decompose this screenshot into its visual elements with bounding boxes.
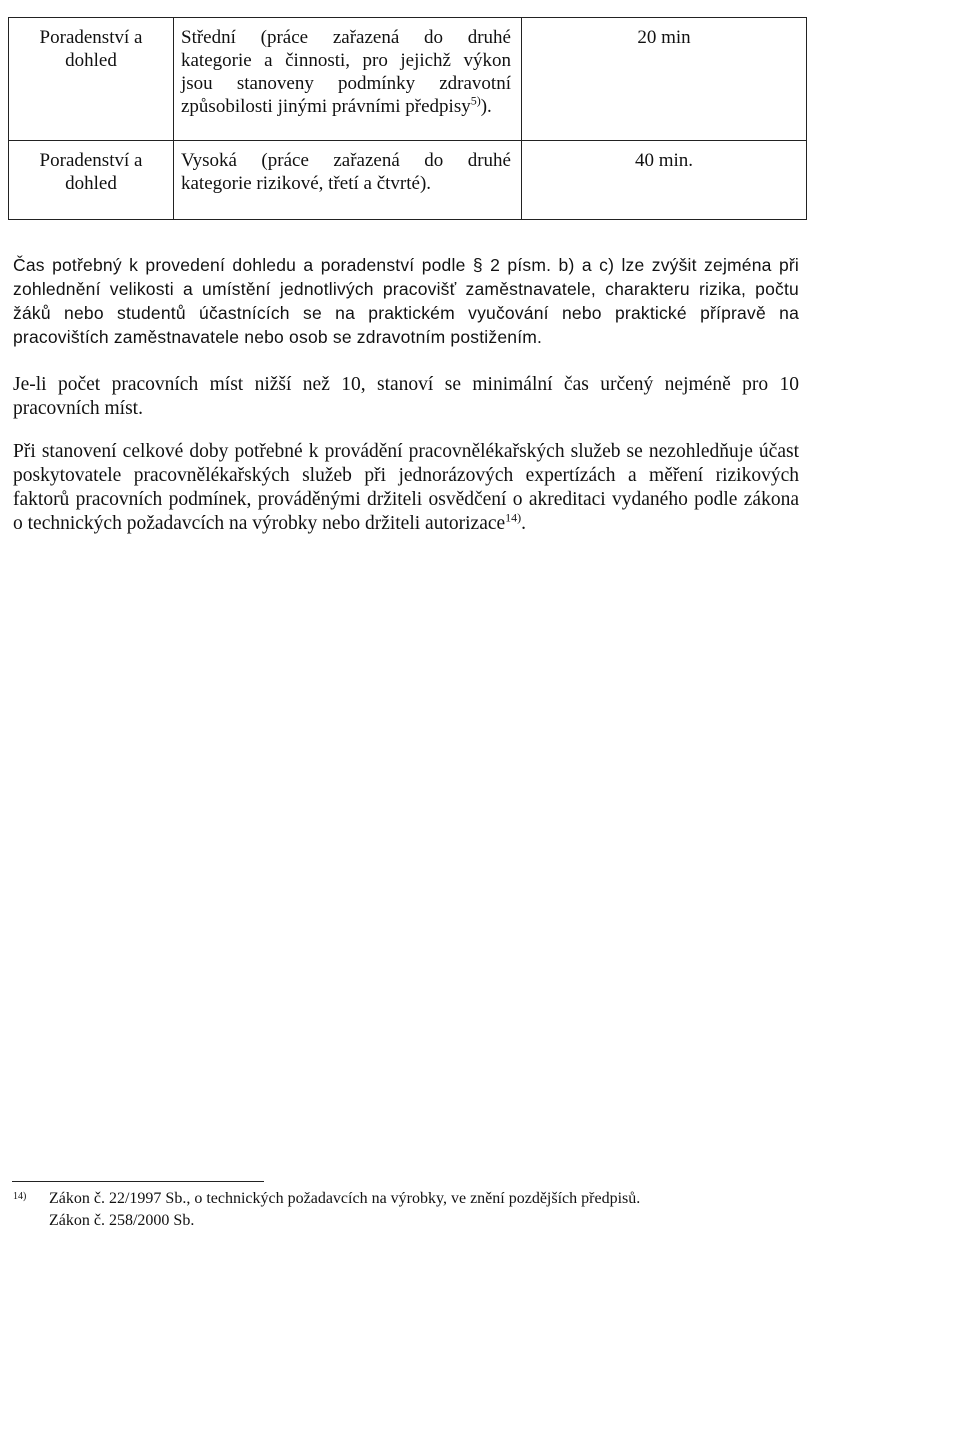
time-value: 20 min xyxy=(637,27,691,48)
activity-line: Poradenství a xyxy=(39,27,143,48)
footnote-line: Zákon č. 258/2000 Sb. xyxy=(49,1212,195,1229)
paragraph-text: Při stanovení celkové doby potřebné k provádění pracovnělékařských služeb se nezohledňuje účast poskytovatele pracovnělékařských služeb při jednorázových expertízách a měření rizikových faktorů pracovních podmínek, prováděnými držiteli osvědčení o akreditaci vydaného podle zákona o technických požadavcích na výrobky nebo držiteli autorizace xyxy=(13,441,799,534)
category-line-end: ). xyxy=(480,96,492,117)
activity-cell xyxy=(9,141,174,220)
category-line: jsou stanoveny podmínky zdravotní xyxy=(181,73,511,94)
table-row xyxy=(9,141,807,220)
paragraph-minimum-time: Je-li počet pracovních míst nižší než 10, stanoví se minimální čas určený nejméně pro 10 pracovních míst. xyxy=(13,374,799,419)
footnote-ref: 5) xyxy=(470,93,481,108)
time-cell xyxy=(522,18,807,141)
category-line xyxy=(181,172,511,195)
footnote xyxy=(13,1188,773,1232)
paragraph-time-increase: Čas potřebný k provedení dohledu a poradenství podle § 2 písm. b) a c) lze zvýšit zejména při zohlednění velikosti a umístění jednotlivých pracovišť zaměstnavatele, charakteru rizika, počtu žáků nebo studentů účastnících se na praktickém vyučování nebo praktické přípravě na pracovištích zaměstnavatele nebo osob se zdravotním postižením. xyxy=(13,255,799,347)
footnote-line: Zákon č. 22/1997 Sb., o technických požadavcích na výrobky, ve znění pozdějších předpisů. xyxy=(49,1190,641,1207)
category-line: Vysoká (práce zařazená do druhé xyxy=(181,150,511,171)
activity-line: Poradenství a xyxy=(39,150,143,171)
activity-line: dohled xyxy=(65,50,117,71)
activity-line: dohled xyxy=(65,173,117,194)
time-value: 40 min. xyxy=(634,150,694,171)
category-line: kategorie a činnosti, pro jejichž výkon xyxy=(181,50,511,71)
paragraph-end: . xyxy=(521,513,527,534)
activity-cell xyxy=(9,18,174,141)
table-row xyxy=(9,18,807,141)
category-line-text: způsobilosti jinými právními předpisy xyxy=(181,96,471,117)
time-cell xyxy=(522,141,807,220)
category-line-text: kategorie rizikové, třetí a čtvrté). xyxy=(181,173,432,194)
category-cell xyxy=(174,141,522,220)
category-line xyxy=(181,95,511,118)
service-time-table xyxy=(8,17,807,220)
footnote-mark: 14) xyxy=(13,1191,27,1202)
paragraph-total-duration xyxy=(13,440,799,536)
category-cell xyxy=(174,18,522,141)
category-line: Střední (práce zařazená do druhé xyxy=(181,27,511,48)
footnote-ref: 14) xyxy=(505,510,522,525)
footnote-separator xyxy=(12,1181,264,1182)
